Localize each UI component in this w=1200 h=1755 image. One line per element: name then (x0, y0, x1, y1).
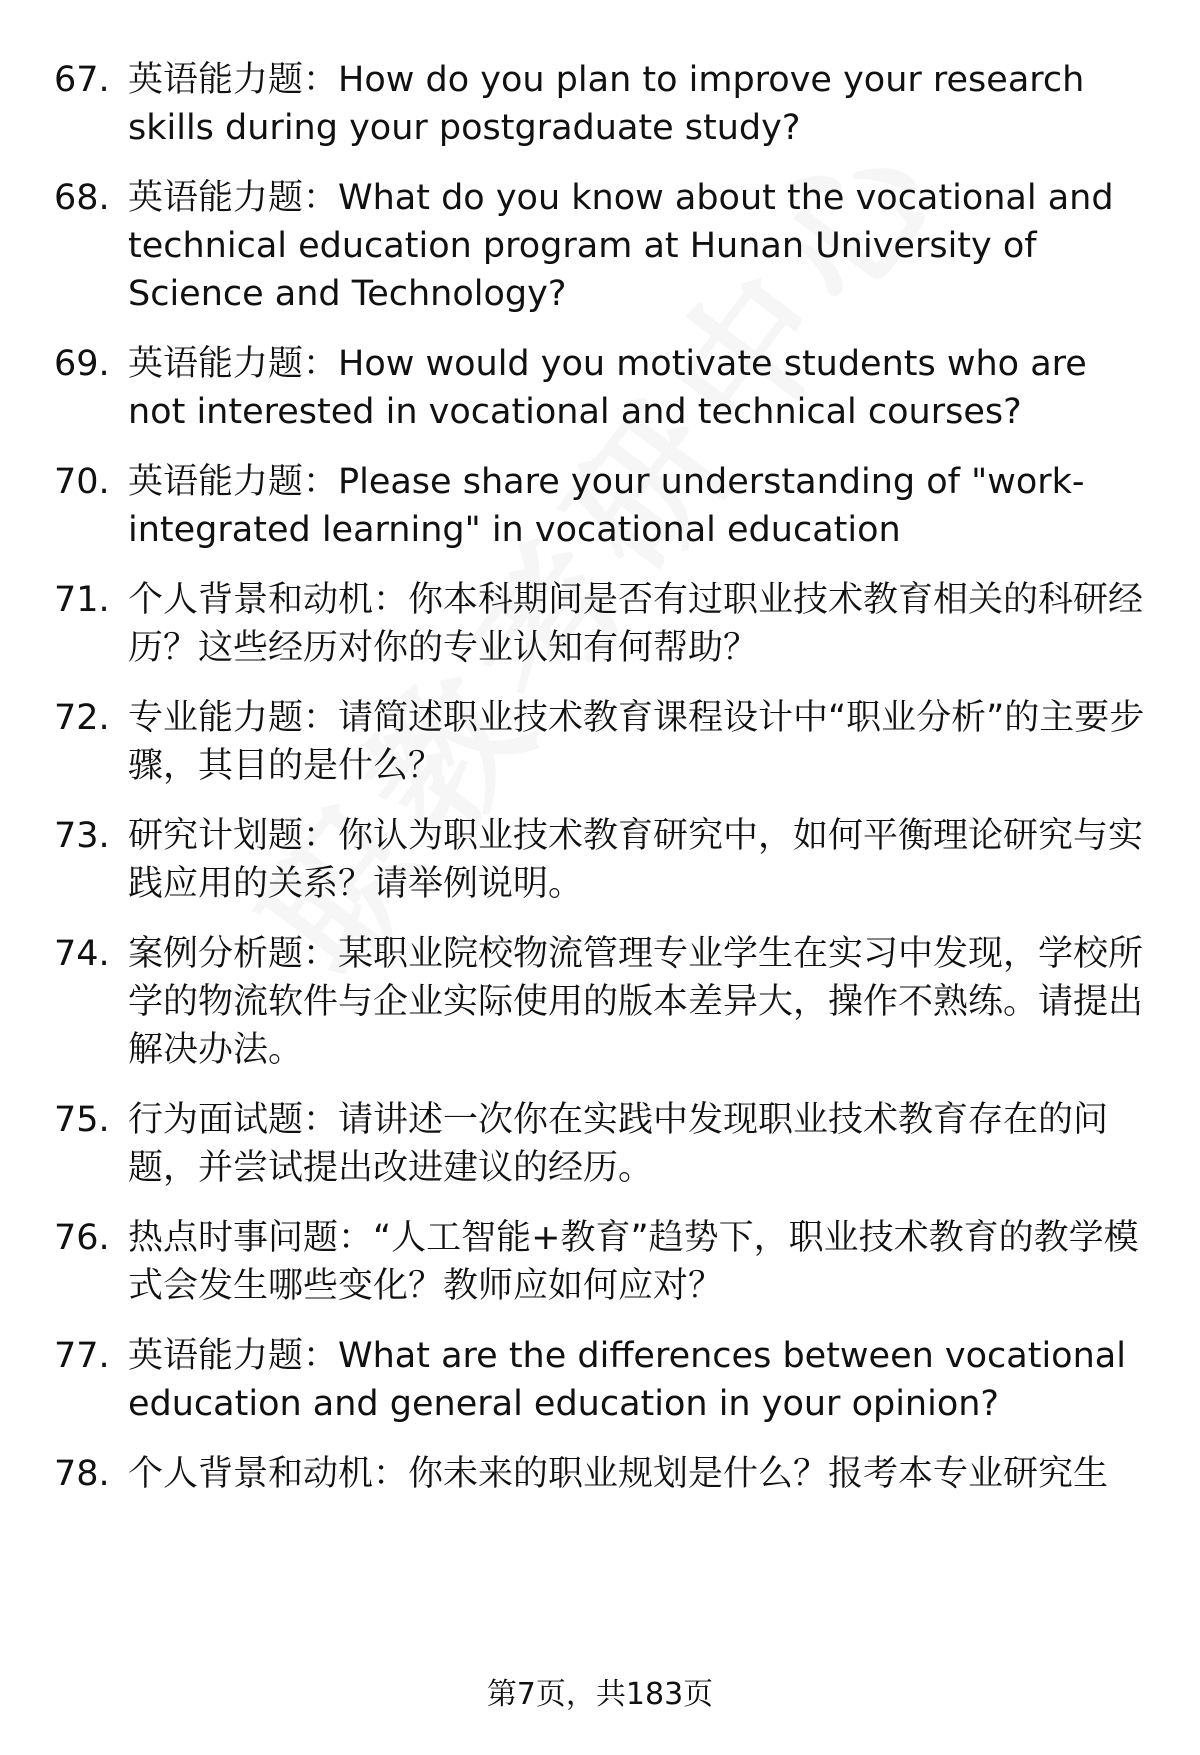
question-number: 67. (54, 60, 110, 100)
list-item (0, 1096, 1200, 1192)
list-item (0, 930, 1200, 1074)
question-number: 73. (54, 816, 110, 856)
list-item (0, 1332, 1200, 1428)
question-number: 75. (54, 1100, 110, 1140)
question-text: 个人背景和动机：你未来的职业规划是什么？报考本专业研究生 (128, 1454, 1109, 1494)
question-text: 行为面试题：请讲述一次你在实践中发现职业技术教育存在的问题，并尝试提出改进建议的经历。 (128, 1100, 1109, 1188)
question-number: 74. (54, 934, 110, 974)
question-text: 英语能力题：Please share your understanding of "work-integrated learning" in vocational education (128, 462, 1085, 550)
question-text: 案例分析题：某职业院校物流管理专业学生在实习中发现，学校所学的物流软件与企业实际使用的版本差异大，操作不熟练。请提出解决办法。 (128, 934, 1144, 1070)
question-number: 71. (54, 580, 110, 620)
question-number: 76. (54, 1218, 110, 1258)
question-text: 个人背景和动机：你本科期间是否有过职业技术教育相关的科研经历？这些经历对你的专业认知有何帮助？ (128, 580, 1144, 668)
question-list (0, 56, 1200, 1520)
list-item (0, 340, 1200, 436)
list-item (0, 576, 1200, 672)
question-number: 78. (54, 1454, 110, 1494)
list-item (0, 56, 1200, 152)
list-item (0, 694, 1200, 790)
question-number: 68. (54, 178, 110, 218)
list-item (0, 1450, 1200, 1498)
question-number: 72. (54, 698, 110, 738)
page-number-footer: 第7页，共183页 (486, 1677, 714, 1712)
question-text: 英语能力题：What do you know about the vocational and technical education program at Hunan University of Science and Technology? (128, 178, 1114, 314)
question-number: 70. (54, 462, 110, 502)
question-text: 英语能力题：What are the differences between vocational education and general education in your opinion? (128, 1336, 1126, 1424)
list-item (0, 1214, 1200, 1310)
question-text: 研究计划题：你认为职业技术教育研究中，如何平衡理论研究与实践应用的关系？请举例说明。 (128, 816, 1144, 904)
question-text: 专业能力题：请简述职业技术教育课程设计中“职业分析”的主要步骤，其目的是什么？ (128, 698, 1145, 786)
list-item (0, 812, 1200, 908)
list-item (0, 174, 1200, 318)
question-number: 77. (54, 1336, 110, 1376)
question-number: 69. (54, 344, 110, 384)
question-text: 英语能力题：How would you motivate students who are not interested in vocational and technical courses? (128, 344, 1087, 432)
question-text: 热点时事问题：“人工智能+教育”趋势下，职业技术教育的教学模式会发生哪些变化？教师应如何应对？ (128, 1218, 1139, 1306)
list-item (0, 458, 1200, 554)
question-text: 英语能力题：How do you plan to improve your research skills during your postgraduate study? (128, 60, 1085, 148)
